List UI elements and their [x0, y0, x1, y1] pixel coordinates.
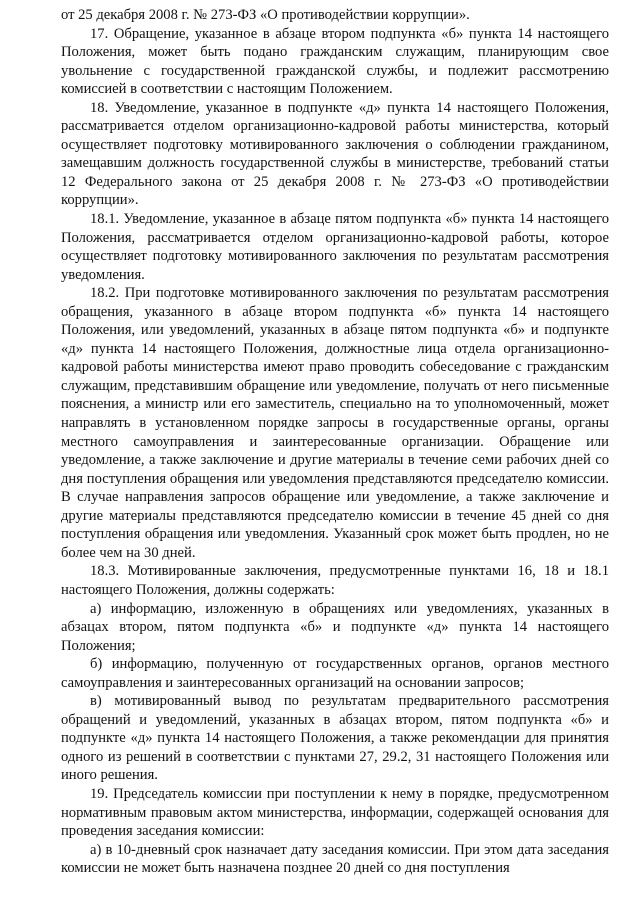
paragraph-19-a: а) в 10-дневный срок назначает дату заседания комиссии. При этом дата заседания комиссии не может быть назначена позднее 20 дней со дня поступления [61, 841, 609, 877]
paragraph-18-3-a: а) информацию, изложенную в обращениях или уведомлениях, указанных в абзацах втором, пятом подпункта «б» и подпункте «д» пункта 14 настоящего Положения; [61, 600, 609, 654]
paragraph-18-1: 18.1. Уведомление, указанное в абзаце пятом подпункта «б» пункта 14 настоящего Положения, рассматривается отделом организационно-кадровой работы, которое осуществляет подготовку мотивированного заключения по результатам рассмотрения уведомления. [61, 211, 609, 283]
paragraph-continuation: от 25 декабря 2008 г. № 273-ФЗ «О противодействии коррупции». [61, 7, 470, 23]
paragraph-18-3-b: б) информацию, полученную от государственных органов, органов местного самоуправления и заинтересованных организаций на основании запросов; [61, 656, 609, 691]
paragraph-18-2: 18.2. При подготовке мотивированного заключения по результатам рассмотрения обращения, указанного в абзаце втором подпункта «б» пункта 14 настоящего Положения, или уведомлений, указанных в абзаце пятом подпункта «б» и подпункте «д» пункта 14 настоящего Положения, должностные лица отдела организационно-кадровой работы министерства имеют право проводить собеседование с гражданским служащим, представившим обращение или уведомление, получать от него письменные пояснения, а министр или его заместитель, специально на то уполномоченный, может направлять в установленном порядке запросы в государственные органы, органы местного самоуправления и заинтересованные организации. Обращение или уведомление, а также заключение и другие материалы в течение семи рабочих дней со дня поступления обращения или уведомления представляются председателю комиссии. В случае направления запросов обращение или уведомление, а также заключение и другие материалы представляются председателю комиссии в течение 45 дней со дня поступления обращения или уведомления. Указанный срок может быть продлен, но не более чем на 30 дней. [61, 285, 609, 561]
document-page [61, 6, 609, 878]
paragraph-19: 19. Председатель комиссии при поступлении к нему в порядке, предусмотренном нормативным правовым актом министерства, информации, содержащей основания для проведения заседания комиссии: [61, 785, 609, 840]
paragraph-17: 17. Обращение, указанное в абзаце втором подпункта «б» пункта 14 настоящего Положения, может быть подано гражданским служащим, планирующим свое увольнение с государственной гражданской службы, и подлежит рассмотрению комиссией в соответствии с настоящим Положением. [61, 25, 609, 98]
paragraph-18-3-c: в) мотивированный вывод по результатам предварительного рассмотрения обращений и уведомлений, указанных в абзацах втором, пятом подпункта «б» и подпункте «д» пункта 14 настоящего Положения, а также рекомендации для принятия одного из решений в соответствии с пунктами 27, 29.2, 31 настоящего Положения или иного решения. [61, 693, 609, 784]
paragraph-18: 18. Уведомление, указанное в подпункте «д» пункта 14 настоящего Положения, рассматривается отделом организационно-кадровой работы министерства, который осуществляет подготовку мотивированного заключения о соблюдении гражданином, замещавшим должность государственной службы в министерстве, требований статьи 12 Федерального закона от 25 декабря 2008 г. № 273-ФЗ «О противодействии коррупции». [61, 99, 609, 209]
paragraph-18-3: 18.3. Мотивированные заключения, предусмотренные пунктами 16, 18 и 18.1 настоящего Положения, должны содержать: [61, 563, 609, 598]
